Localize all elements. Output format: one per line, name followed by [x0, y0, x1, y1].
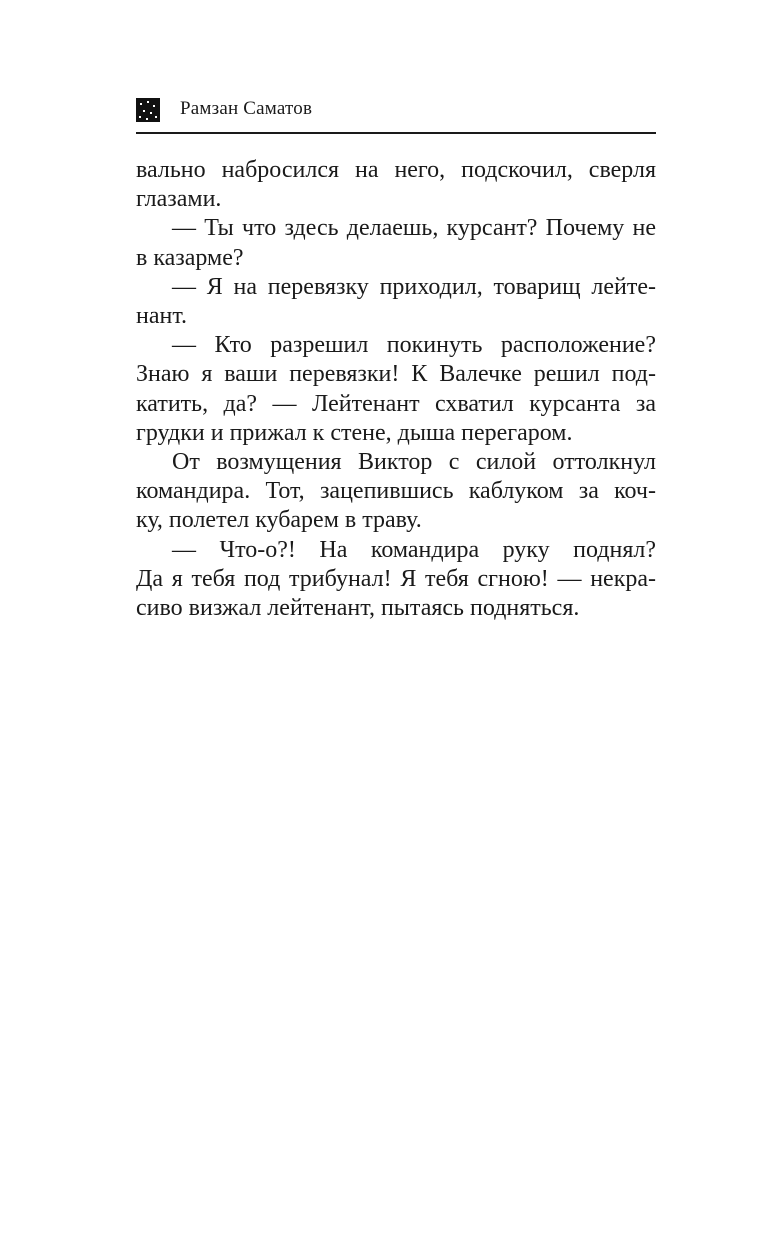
- text-line: катить, да? — Лейтенант схватил курсанта за: [136, 390, 656, 417]
- text-line: Знаю я ваши перевязки! К Валечке решил под-: [136, 361, 656, 388]
- text-line: — Кто разрешил покинуть расположение?: [172, 332, 656, 359]
- text-line: нант.: [136, 303, 188, 330]
- text-line: ку, полетел кубарем в траву.: [136, 507, 422, 534]
- text-line: в казарме?: [136, 244, 244, 271]
- text-line: грудки и прижал к стене, дыша перегаром.: [136, 419, 573, 446]
- text-line: От возмущения Виктор с силой оттолкнул: [172, 449, 656, 476]
- text-line: глазами.: [136, 186, 222, 213]
- running-header: [136, 94, 656, 134]
- text-line: командира. Тот, зацепившись каблуком за коч-: [136, 478, 656, 505]
- text-line: — Ты что здесь делаешь, курсант? Почему не: [172, 215, 656, 242]
- page-body-text: [136, 156, 656, 623]
- text-line: вально набросился на него, подскочил, сверля: [136, 157, 656, 183]
- text-line: Да я тебя под трибунал! Я тебя сгною! — некра-: [136, 565, 656, 592]
- text-line: — Я на перевязку приходил, товарищ лейте-: [172, 273, 656, 300]
- header-ornament-icon: [136, 98, 160, 122]
- author-name: Рамзан Саматов: [180, 98, 313, 119]
- text-line: — Что-о?! На командира руку поднял?: [172, 536, 656, 563]
- text-line: сиво визжал лейтенант, пытаясь подняться.: [136, 595, 580, 622]
